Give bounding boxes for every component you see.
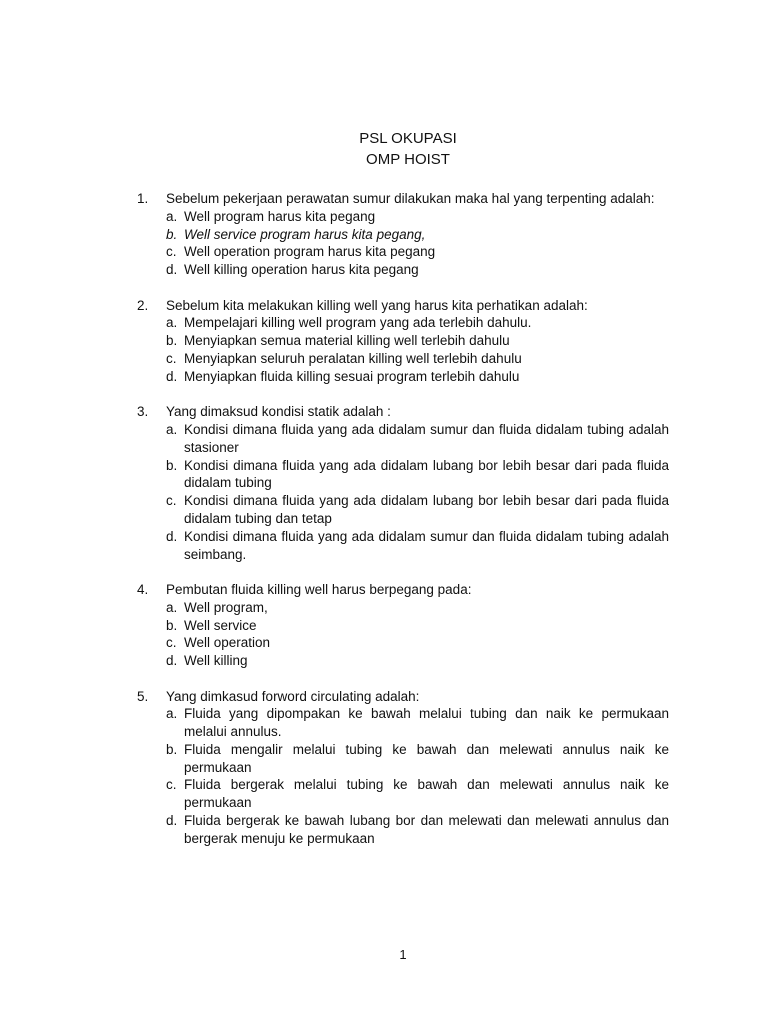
answer-options (166, 208, 669, 279)
option-text: Kondisi dimana fluida yang ada didalam sumur dan fluida didalam tubing adalah stasioner (184, 421, 669, 455)
option-letter: b. (166, 333, 178, 349)
answer-option (166, 599, 669, 617)
option-text: Kondisi dimana fluida yang ada didalam sumur dan fluida didalam tubing adalah seimbang. (184, 528, 669, 562)
option-text: Fluida bergerak ke bawah lubang bor dan melewati dan melewati annulus dan bergerak menuju ke permukaan (184, 813, 669, 846)
option-letter: c. (166, 244, 177, 260)
option-text: Well killing operation harus kita pegang (184, 262, 419, 278)
answer-option (166, 457, 669, 493)
question-number: 1. (137, 191, 149, 206)
option-text: Well service program harus kita pegang, (184, 226, 426, 242)
answer-option (166, 226, 669, 244)
option-letter: d. (166, 368, 178, 384)
option-letter: a. (166, 599, 178, 615)
option-text: Well operation (184, 635, 271, 651)
option-letter: b. (166, 617, 178, 633)
page-number: 1 (399, 947, 407, 962)
answer-option (166, 261, 669, 279)
document-title (0, 128, 768, 170)
answer-option (166, 208, 669, 226)
option-letter: c. (166, 493, 177, 509)
question-text: Sebelum pekerjaan perawatan sumur dilakukan maka hal yang terpenting adalah: (166, 191, 655, 206)
answer-option (166, 705, 669, 741)
option-letter: c. (166, 350, 177, 366)
option-text: Menyiapkan fluida killing sesuai program terlebih dahulu (184, 368, 520, 384)
question-number: 2. (137, 297, 149, 313)
question-text: Yang dimkasud forword circulating adalah: (166, 688, 420, 704)
option-letter: b. (166, 741, 178, 757)
option-letter: d. (166, 653, 178, 669)
option-text: Well program, (184, 599, 268, 615)
answer-option (166, 368, 669, 386)
answer-option (166, 776, 669, 812)
question-item (137, 581, 669, 670)
option-letter: a. (166, 208, 178, 224)
answer-options (166, 599, 669, 670)
answer-option (166, 350, 669, 368)
option-letter: a. (166, 421, 178, 437)
option-letter: d. (166, 813, 178, 829)
title-line-1: PSL OKUPASI (359, 130, 457, 147)
option-text: Kondisi dimana fluida yang ada didalam lubang bor lebih besar dari pada fluida didalam tubing (184, 457, 669, 491)
question-item (137, 297, 669, 386)
option-letter: d. (166, 528, 178, 544)
option-text: Menyiapkan seluruh peralatan killing well terlebih dahulu (184, 350, 522, 366)
option-text: Fluida mengalir melalui tubing ke bawah dan melewati annulus naik ke permukaan (184, 741, 669, 775)
answer-option (166, 492, 669, 528)
question-number: 3. (137, 404, 149, 420)
answer-options (166, 314, 669, 385)
option-letter: c. (166, 777, 177, 793)
answer-option (166, 528, 669, 564)
question-number: 5. (137, 688, 149, 704)
question-number: 4. (137, 581, 149, 597)
option-letter: a. (166, 315, 178, 331)
question-text: Pembutan fluida killing well harus berpegang pada: (166, 581, 472, 597)
option-text: Kondisi dimana fluida yang ada didalam lubang bor lebih besar dari pada fluida didalam tubing dan tetap (184, 493, 669, 526)
answer-options (166, 705, 669, 847)
option-text: Fluida yang dipompakan ke bawah melalui tubing dan naik ke permukaan melalui annulus. (184, 706, 669, 740)
answer-option (166, 617, 669, 635)
answer-option (166, 421, 669, 457)
answer-option (166, 314, 669, 332)
option-text: Fluida bergerak melalui tubing ke bawah dan melewati annulus naik ke permukaan (184, 777, 669, 811)
answer-options (166, 421, 669, 563)
question-text: Yang dimaksud kondisi statik adalah : (166, 404, 391, 420)
option-text: Well operation program harus kita pegang (184, 244, 436, 260)
question-item (137, 403, 669, 563)
option-letter: c. (166, 635, 177, 651)
option-text: Menyiapkan semua material killing well terlebih dahulu (184, 333, 510, 349)
option-letter: b. (166, 457, 178, 473)
option-letter: b. (166, 226, 178, 242)
answer-option (166, 243, 669, 261)
title-line-2: OMP HOIST (366, 151, 450, 168)
option-text: Mempelajari killing well program yang ada terlebih dahulu. (184, 315, 532, 331)
option-letter: d. (166, 262, 178, 278)
option-text: Well service (184, 617, 257, 633)
question-item (137, 688, 669, 848)
question-text: Sebelum kita melakukan killing well yang harus kita perhatikan adalah: (166, 297, 588, 313)
answer-option (166, 332, 669, 350)
option-text: Well killing (184, 653, 248, 669)
option-text: Well program harus kita pegang (184, 208, 376, 224)
answer-option (166, 812, 669, 848)
option-letter: a. (166, 706, 178, 722)
answer-option (166, 741, 669, 777)
question-item (137, 190, 669, 279)
question-list (137, 190, 669, 865)
answer-option (166, 652, 669, 670)
answer-option (166, 634, 669, 652)
